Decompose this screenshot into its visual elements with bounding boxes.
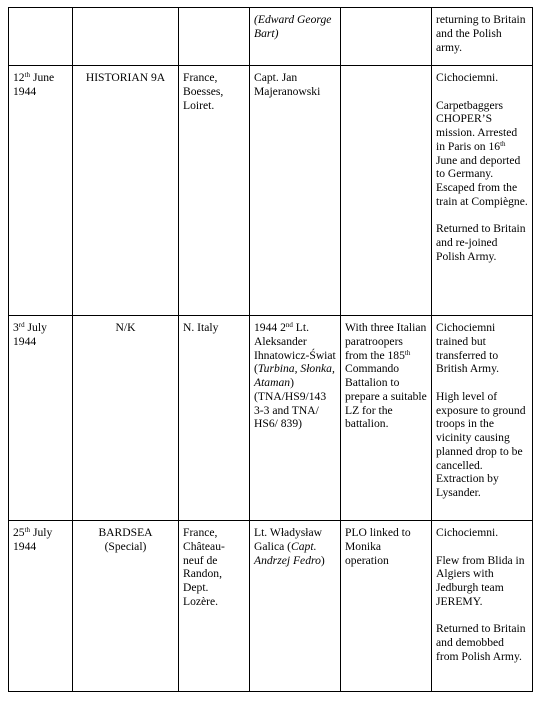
- remarks-text: returning to Britain and the Polish army.: [436, 13, 526, 54]
- remarks-paragraph: Returned to Britain and demobbed from Polish Army.: [436, 622, 526, 663]
- remarks-paragraph: Cichociemni.: [436, 71, 499, 84]
- personnel-cell: Capt. Jan Majeranowski: [250, 66, 341, 316]
- table-row: [9, 66, 533, 316]
- remarks-cell: [432, 66, 533, 316]
- notes-cell: [341, 66, 432, 316]
- date-cell: [9, 8, 73, 66]
- table-row: [9, 316, 533, 521]
- table-row: [9, 8, 533, 66]
- date-cell: 12th June 1944: [9, 66, 73, 316]
- remarks-paragraph: Cichociemni trained but transferred to British Army.: [436, 321, 500, 376]
- operation-cell: [73, 8, 179, 66]
- remarks-paragraph: Returned to Britain and re-joined Polish Army.: [436, 222, 526, 263]
- operation-cell: BARDSEA (Special): [73, 521, 179, 692]
- operations-table: [8, 7, 533, 692]
- personnel-cell: Lt. Władysław Galica (Capt. Andrzej Fedro): [250, 521, 341, 692]
- operation-cell: HISTORIAN 9A: [73, 66, 179, 316]
- location-cell: France, Château-neuf de Randon, Dept. Lozère.: [179, 521, 250, 692]
- table-row: [9, 521, 533, 692]
- location-cell: N. Italy: [179, 316, 250, 521]
- notes-cell: With three Italian paratroopers from the 185th Commando Battalion to prepare a suitable LZ for the battalion.: [341, 316, 432, 521]
- personnel-alias: Capt. Andrzej Fedro: [254, 539, 321, 567]
- remarks-paragraph: Cichociemni.: [436, 526, 499, 539]
- remarks-paragraph: Flew from Blida in Algiers with Jedburgh team JEREMY.: [436, 553, 525, 608]
- location-cell: France, Boesses, Loiret.: [179, 66, 250, 316]
- remarks-cell: [432, 521, 533, 692]
- remarks-cell: [432, 8, 533, 66]
- personnel-alias: (Edward George Bart): [254, 13, 332, 40]
- remarks-paragraph: High level of exposure to ground troops in the vicinity causing planned drop to be cancelled. Extraction by Lysander.: [436, 389, 526, 499]
- date-cell: 25th July 1944: [9, 521, 73, 692]
- notes-cell: PLO linked to Monika operation: [341, 521, 432, 692]
- personnel-cell: [250, 8, 341, 66]
- operation-cell: N/K: [73, 316, 179, 521]
- personnel-alias: Turbina, Słonka, Ataman: [254, 362, 335, 389]
- personnel-cell: 1944 2nd Lt. Aleksander Ihnatowicz-Świat (Turbina, Słonka, Ataman) (TNA/HS9/143 3-3 and TNA/ HS6/ 839): [250, 316, 341, 521]
- location-cell: [179, 8, 250, 66]
- notes-cell: [341, 8, 432, 66]
- date-cell: 3rd July 1944: [9, 316, 73, 521]
- remarks-cell: [432, 316, 533, 521]
- remarks-paragraph: Carpetbaggers CHOPER’S mission. Arrested in Paris on 16th June and deported to Germany. Escaped from the train at Compiègne.: [436, 98, 528, 208]
